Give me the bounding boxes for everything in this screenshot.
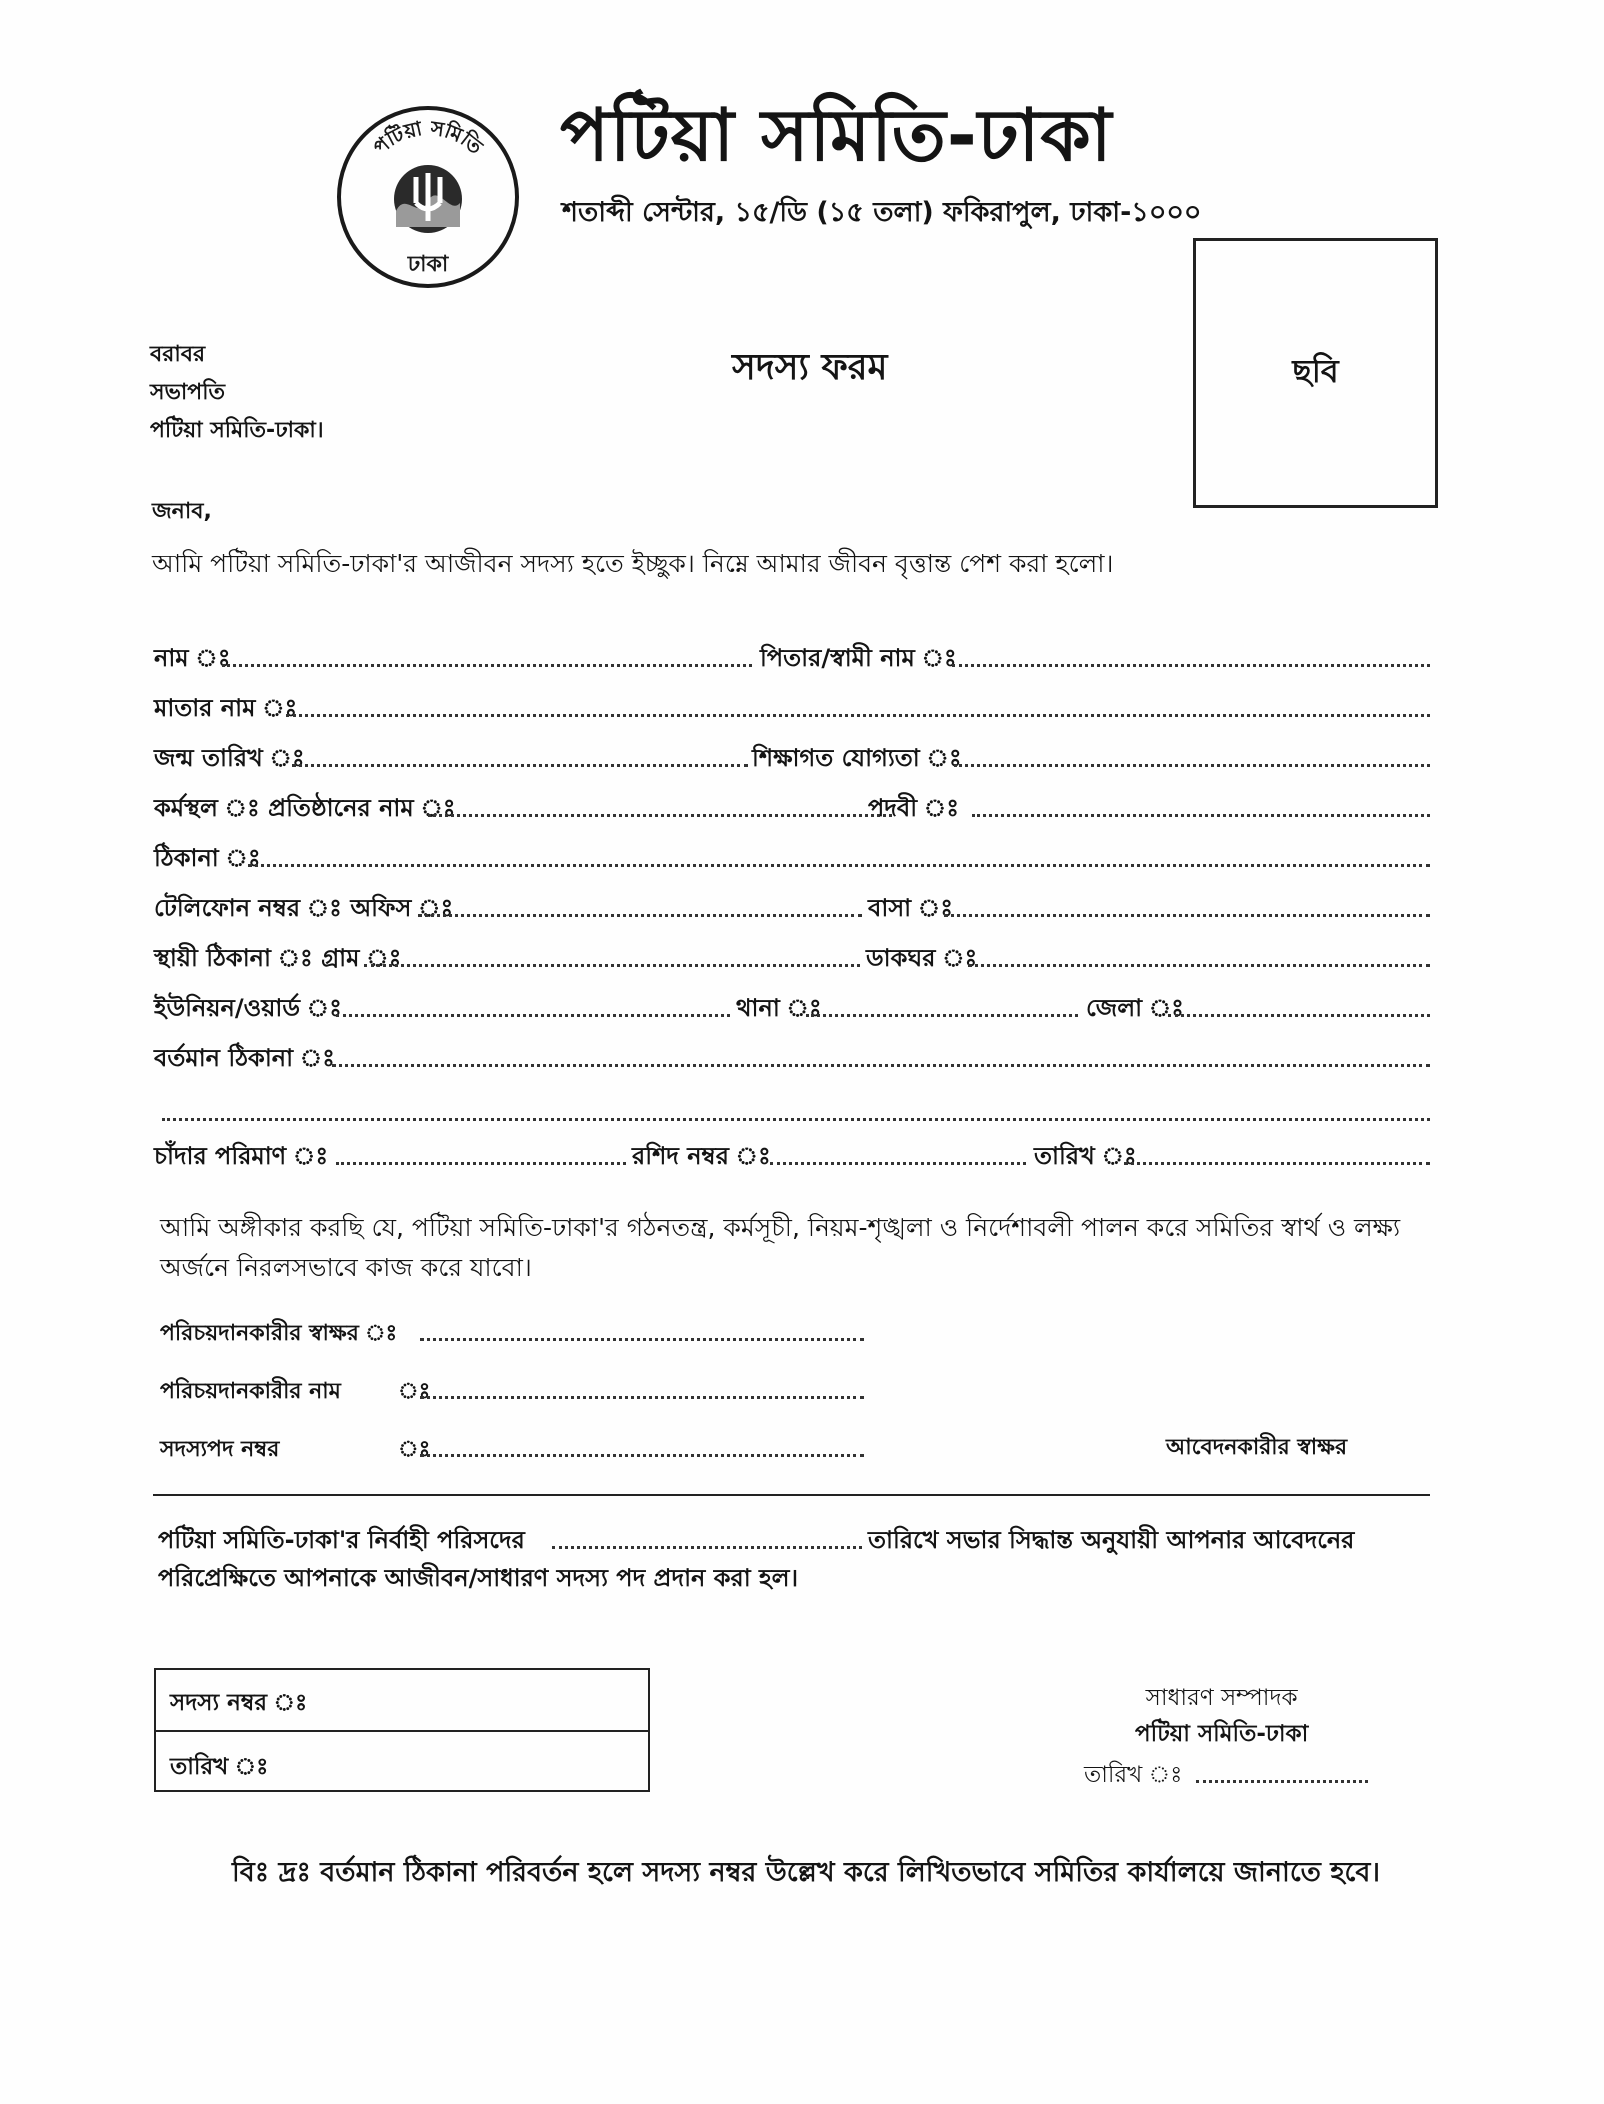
logo-text-bottom: ঢাকা: [407, 252, 449, 277]
office-use-line1-end: তারিখে সভার সিদ্ধান্ত অনুযায়ী আপনার আবেদনের: [868, 1526, 1355, 1554]
intro-text: আমি পটিয়া সমিতি-ঢাকা'র আজীবন সদস্য হতে ইচ্ছুক। নিম্নে আমার জীবন বৃত্তান্ত পেশ করা হলো।: [152, 549, 1114, 578]
phone-office-label: টেলিফোন নম্বর ঃ অফিস ঃ: [154, 894, 454, 922]
thana-label: থানা ঃ: [736, 994, 822, 1022]
introducer-name-label: পরিচয়দানকারীর নাম: [160, 1379, 341, 1404]
member-date-label: তারিখ ঃ: [170, 1754, 269, 1780]
membership-no-colon: ঃ: [398, 1437, 431, 1462]
member-number-label: সদস্য নম্বর ঃ: [170, 1690, 308, 1716]
introducer-name-field[interactable]: [420, 1396, 864, 1399]
dob-label: জন্ম তারিখ ঃ: [154, 744, 305, 772]
mother-name-field[interactable]: [286, 714, 1430, 717]
father-husband-field[interactable]: [952, 664, 1430, 667]
executive-meeting-date-field[interactable]: [552, 1546, 862, 1549]
thana-field[interactable]: [806, 1014, 1078, 1017]
addressee-line: পটিয়া সমিতি-ঢাকা।: [150, 418, 324, 443]
secretary-date-field[interactable]: [1196, 1780, 1368, 1783]
receipt-no-label: রশিদ নম্বর ঃ: [632, 1142, 771, 1170]
photo-box[interactable]: [1193, 238, 1438, 508]
secretary-org: পটিয়া সমিতি-ঢাকা: [1135, 1721, 1309, 1747]
subscription-amount-field[interactable]: [336, 1162, 626, 1165]
mother-name-label: মাতার নাম ঃ: [154, 694, 298, 722]
addressee-line: বরাবর: [150, 342, 206, 367]
permanent-village-field[interactable]: [364, 964, 860, 967]
education-label: শিক্ষাগত যোগ্যতা ঃ: [752, 744, 962, 772]
addressee-line: সভাপতি: [150, 380, 226, 405]
organization-logo: [334, 103, 522, 291]
organization-address: শতাব্দী সেন্টার, ১৫/ডি (১৫ তলা) ফকিরাপুল, ঢাকা-১০০০: [562, 197, 1202, 228]
father-husband-label: পিতার/স্বামী নাম ঃ: [760, 644, 957, 672]
post-office-label: ডাকঘর ঃ: [866, 944, 978, 972]
district-field[interactable]: [1168, 1014, 1430, 1017]
designation-label: পদবী ঃ: [868, 794, 960, 822]
phone-home-label: বাসা ঃ: [868, 894, 954, 922]
logo-text-top: পটিয়া সমিতি: [368, 115, 488, 160]
introducer-name-colon: ঃ: [398, 1379, 431, 1404]
date-field[interactable]: [1124, 1162, 1430, 1165]
photo-label: ছবি: [1292, 352, 1339, 390]
office-use-line2: পরিপ্রেক্ষিতে আপনাকে আজীবন/সাধারণ সদস্য পদ প্রদান করা হল।: [158, 1564, 799, 1592]
member-box-divider: [156, 1730, 648, 1732]
present-address-label: বর্তমান ঠিকানা ঃ: [154, 1044, 335, 1072]
designation-field[interactable]: [972, 814, 1430, 817]
education-field[interactable]: [954, 764, 1430, 767]
union-ward-label: ইউনিয়ন/ওয়ার্ড ঃ: [154, 994, 342, 1022]
membership-no-label: সদস্যপদ নম্বর: [160, 1437, 280, 1462]
pledge-line2: অর্জনে নিরলসভাবে কাজ করে যাবো।: [160, 1253, 532, 1282]
svg-text:পটিয়া সমিতি: [368, 116, 488, 160]
district-label: জেলা ঃ: [1086, 994, 1184, 1022]
footnote: বিঃ দ্রঃ বর্তমান ঠিকানা পরিবর্তন হলে সদস্য নম্বর উল্লেখ করে লিখিতভাবে সমিতির কার্যালয়ে জানাতে হবে।: [232, 1857, 1381, 1888]
member-number-box: [154, 1668, 650, 1792]
subscription-amount-label: চাঁদার পরিমাণ ঃ: [154, 1142, 329, 1170]
phone-home-field[interactable]: [944, 914, 1430, 917]
name-field[interactable]: [222, 664, 752, 667]
phone-office-field[interactable]: [418, 914, 862, 917]
pledge-line1: আমি অঙ্গীকার করছি যে, পটিয়া সমিতি-ঢাকা'র গঠনতন্ত্র, কর্মসূচী, নিয়ম-শৃঙ্খলা ও নির্দেশাবলী পালন করে সমিতির স্বার্থ ও লক্ষ্য: [160, 1213, 1401, 1242]
workplace-label: কর্মস্থল ঃ প্রতিষ্ঠানের নাম ঃ: [154, 794, 456, 822]
date-label: তারিখ ঃ: [1034, 1142, 1137, 1170]
present-address-field[interactable]: [332, 1064, 1430, 1067]
introducer-signature-label: পরিচয়দানকারীর স্বাক্ষর ঃ: [160, 1321, 398, 1346]
membership-no-field[interactable]: [420, 1454, 864, 1457]
permanent-village-label: স্থায়ী ঠিকানা ঃ গ্রাম ঃ: [154, 944, 402, 972]
form-title: সদস্য ফরম: [732, 347, 888, 388]
present-address-field-line2[interactable]: [162, 1118, 1430, 1121]
address-label: ঠিকানা ঃ: [154, 844, 261, 872]
union-ward-field[interactable]: [336, 1014, 730, 1017]
dob-field[interactable]: [292, 764, 748, 767]
organization-name: পটিয়া সমিতি-ঢাকা: [560, 93, 1113, 177]
address-field[interactable]: [248, 864, 1430, 867]
post-office-field[interactable]: [968, 964, 1430, 967]
applicant-signature-label: আবেদনকারীর স্বাক্ষর: [1166, 1435, 1348, 1460]
office-use-line1-start: পটিয়া সমিতি-ঢাকা'র নির্বাহী পরিসদের: [158, 1526, 525, 1554]
salutation: জনাব,: [152, 499, 212, 524]
secretary-block: [1135, 1680, 1308, 1752]
section-divider: [153, 1494, 1430, 1496]
name-label: নাম ঃ: [154, 644, 231, 672]
secretary-title: সাধারণ সম্পাদক: [1145, 1685, 1298, 1711]
secretary-date-label: তারিখ ঃ: [1084, 1762, 1183, 1788]
introducer-signature-field[interactable]: [420, 1338, 864, 1341]
receipt-no-field[interactable]: [770, 1162, 1026, 1165]
workplace-field[interactable]: [428, 814, 892, 817]
addressee-block: [150, 336, 324, 450]
